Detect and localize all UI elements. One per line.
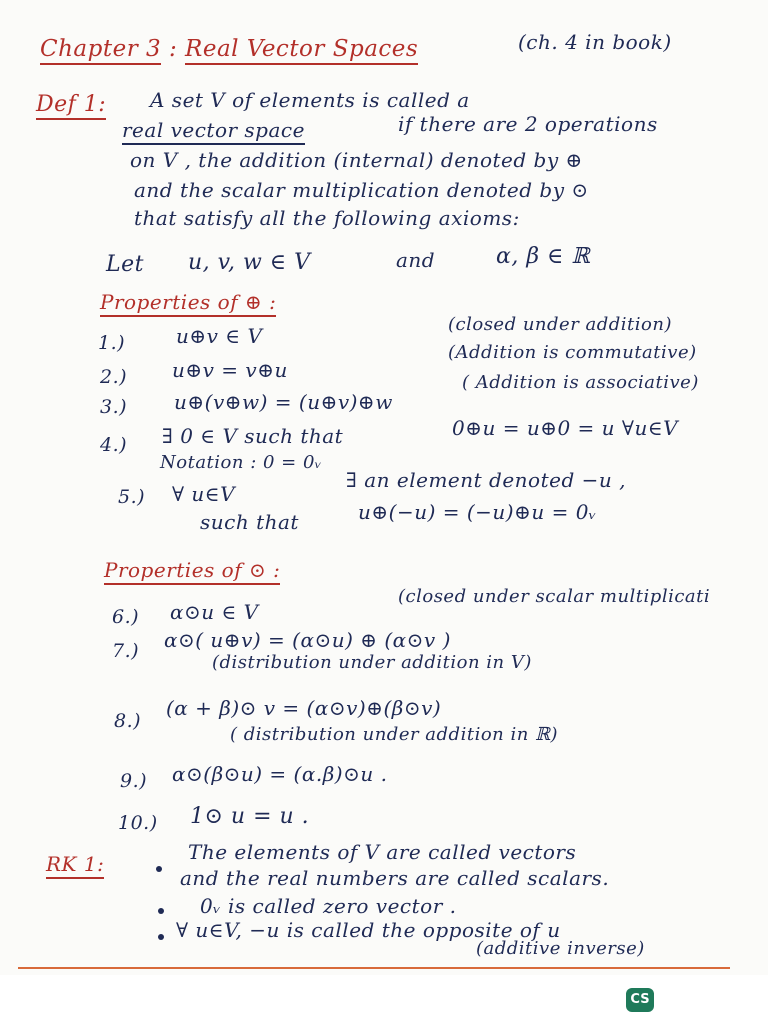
item-5-inverse-equation: u⊕(−u) = (−u)⊕u = 0ᵥ (358, 500, 597, 524)
item-5-expression: ∀ u∈V (172, 482, 236, 506)
item-9-number: 9.) (120, 770, 148, 792)
bullet-dot-2 (158, 908, 164, 914)
item-8-expression: (α + β)⊙ v = (α⊙v)⊕(β⊙v) (166, 696, 442, 720)
item-10-number: 10.) (118, 812, 158, 834)
remark-bullet-3-line-1: ∀ u∈V, −u is called the opposite of u (176, 918, 561, 942)
item-2-number: 2.) (100, 366, 128, 388)
remark-bullet-1-line-1: The elements of V are called vectors (188, 840, 577, 864)
item-1-expression: u⊕v ∈ V (176, 324, 263, 348)
let-and: and (396, 248, 436, 272)
definition-line-3: on V , the addition (internal) denoted by ⊕ (130, 148, 583, 172)
let-vectors: u, v, w ∈ V (188, 250, 311, 275)
item-3-note: ( Addition is associative) (462, 372, 699, 393)
remark-label: RK 1: (46, 852, 104, 879)
chapter-label: Chapter 3 (40, 36, 161, 65)
bullet-dot-3 (158, 934, 164, 940)
definition-line-2: if there are 2 operations (398, 112, 658, 136)
bullet-dot-1 (156, 866, 162, 872)
item-5-note: ∃ an element denoted −u , (346, 468, 626, 492)
addition-properties-heading: Properties of ⊕ : (100, 290, 276, 317)
item-4-note: 0⊕u = u⊕0 = u ∀u∈V (452, 416, 679, 440)
remark-bullet-3-line-2: (additive inverse) (476, 938, 645, 959)
item-1-note: (closed under addition) (448, 314, 672, 335)
item-8-note: ( distribution under addition in ℝ) (230, 724, 559, 745)
item-2-note: (Addition is commutative) (448, 342, 697, 363)
let-scalars: α, β ∈ ℝ (496, 244, 591, 269)
item-6-note: (closed under scalar multiplicati (398, 586, 711, 607)
remark-bullet-1-line-2: and the real numbers are called scalars. (180, 866, 610, 890)
item-2-expression: u⊕v = v⊕u (172, 358, 288, 382)
definition-label: Def 1: (36, 92, 106, 120)
item-10-expression: 1⊙ u = u . (190, 804, 310, 829)
scalar-properties-heading: Properties of ⊙ : (104, 558, 280, 585)
chapter-heading (40, 36, 418, 62)
item-1-number: 1.) (98, 332, 126, 354)
definition-line-1: A set V of elements is called a (150, 88, 470, 112)
definition-line-4: and the scalar multiplication denoted by ⊙ (134, 178, 589, 202)
camscanner-logo: CS (626, 988, 654, 1012)
page-bottom-edge (18, 967, 730, 969)
item-4-number: 4.) (100, 434, 128, 456)
book-reference: (ch. 4 in book) (518, 30, 672, 54)
item-4-expression: ∃ 0 ∈ V such that (162, 424, 344, 448)
item-7-expression: α⊙( u⊕v) = (α⊙u) ⊕ (α⊙v ) (164, 628, 451, 652)
item-7-number: 7.) (112, 640, 140, 662)
item-7-note: (distribution under addition in V) (212, 652, 532, 673)
chapter-colon: : (168, 36, 178, 62)
item-3-number: 3.) (100, 396, 128, 418)
item-3-expression: u⊕(v⊕w) = (u⊕v)⊕w (174, 390, 393, 414)
item-9-expression: α⊙(β⊙u) = (α.β)⊙u . (172, 762, 388, 786)
remark-bullet-2: 0ᵥ is called zero vector . (200, 894, 457, 918)
definition-term: real vector space (122, 118, 305, 145)
zero-notation: Notation : 0 = 0ᵥ (160, 452, 323, 473)
item-6-expression: α⊙u ∈ V (170, 600, 259, 624)
item-5-number: 5.) (118, 486, 146, 508)
item-8-number: 8.) (114, 710, 142, 732)
item-6-number: 6.) (112, 606, 140, 628)
chapter-title: Real Vector Spaces (185, 36, 418, 65)
item-5-such-that: such that (200, 510, 299, 534)
let-word: Let (106, 252, 144, 277)
definition-line-5: that satisfy all the following axioms: (134, 206, 520, 230)
